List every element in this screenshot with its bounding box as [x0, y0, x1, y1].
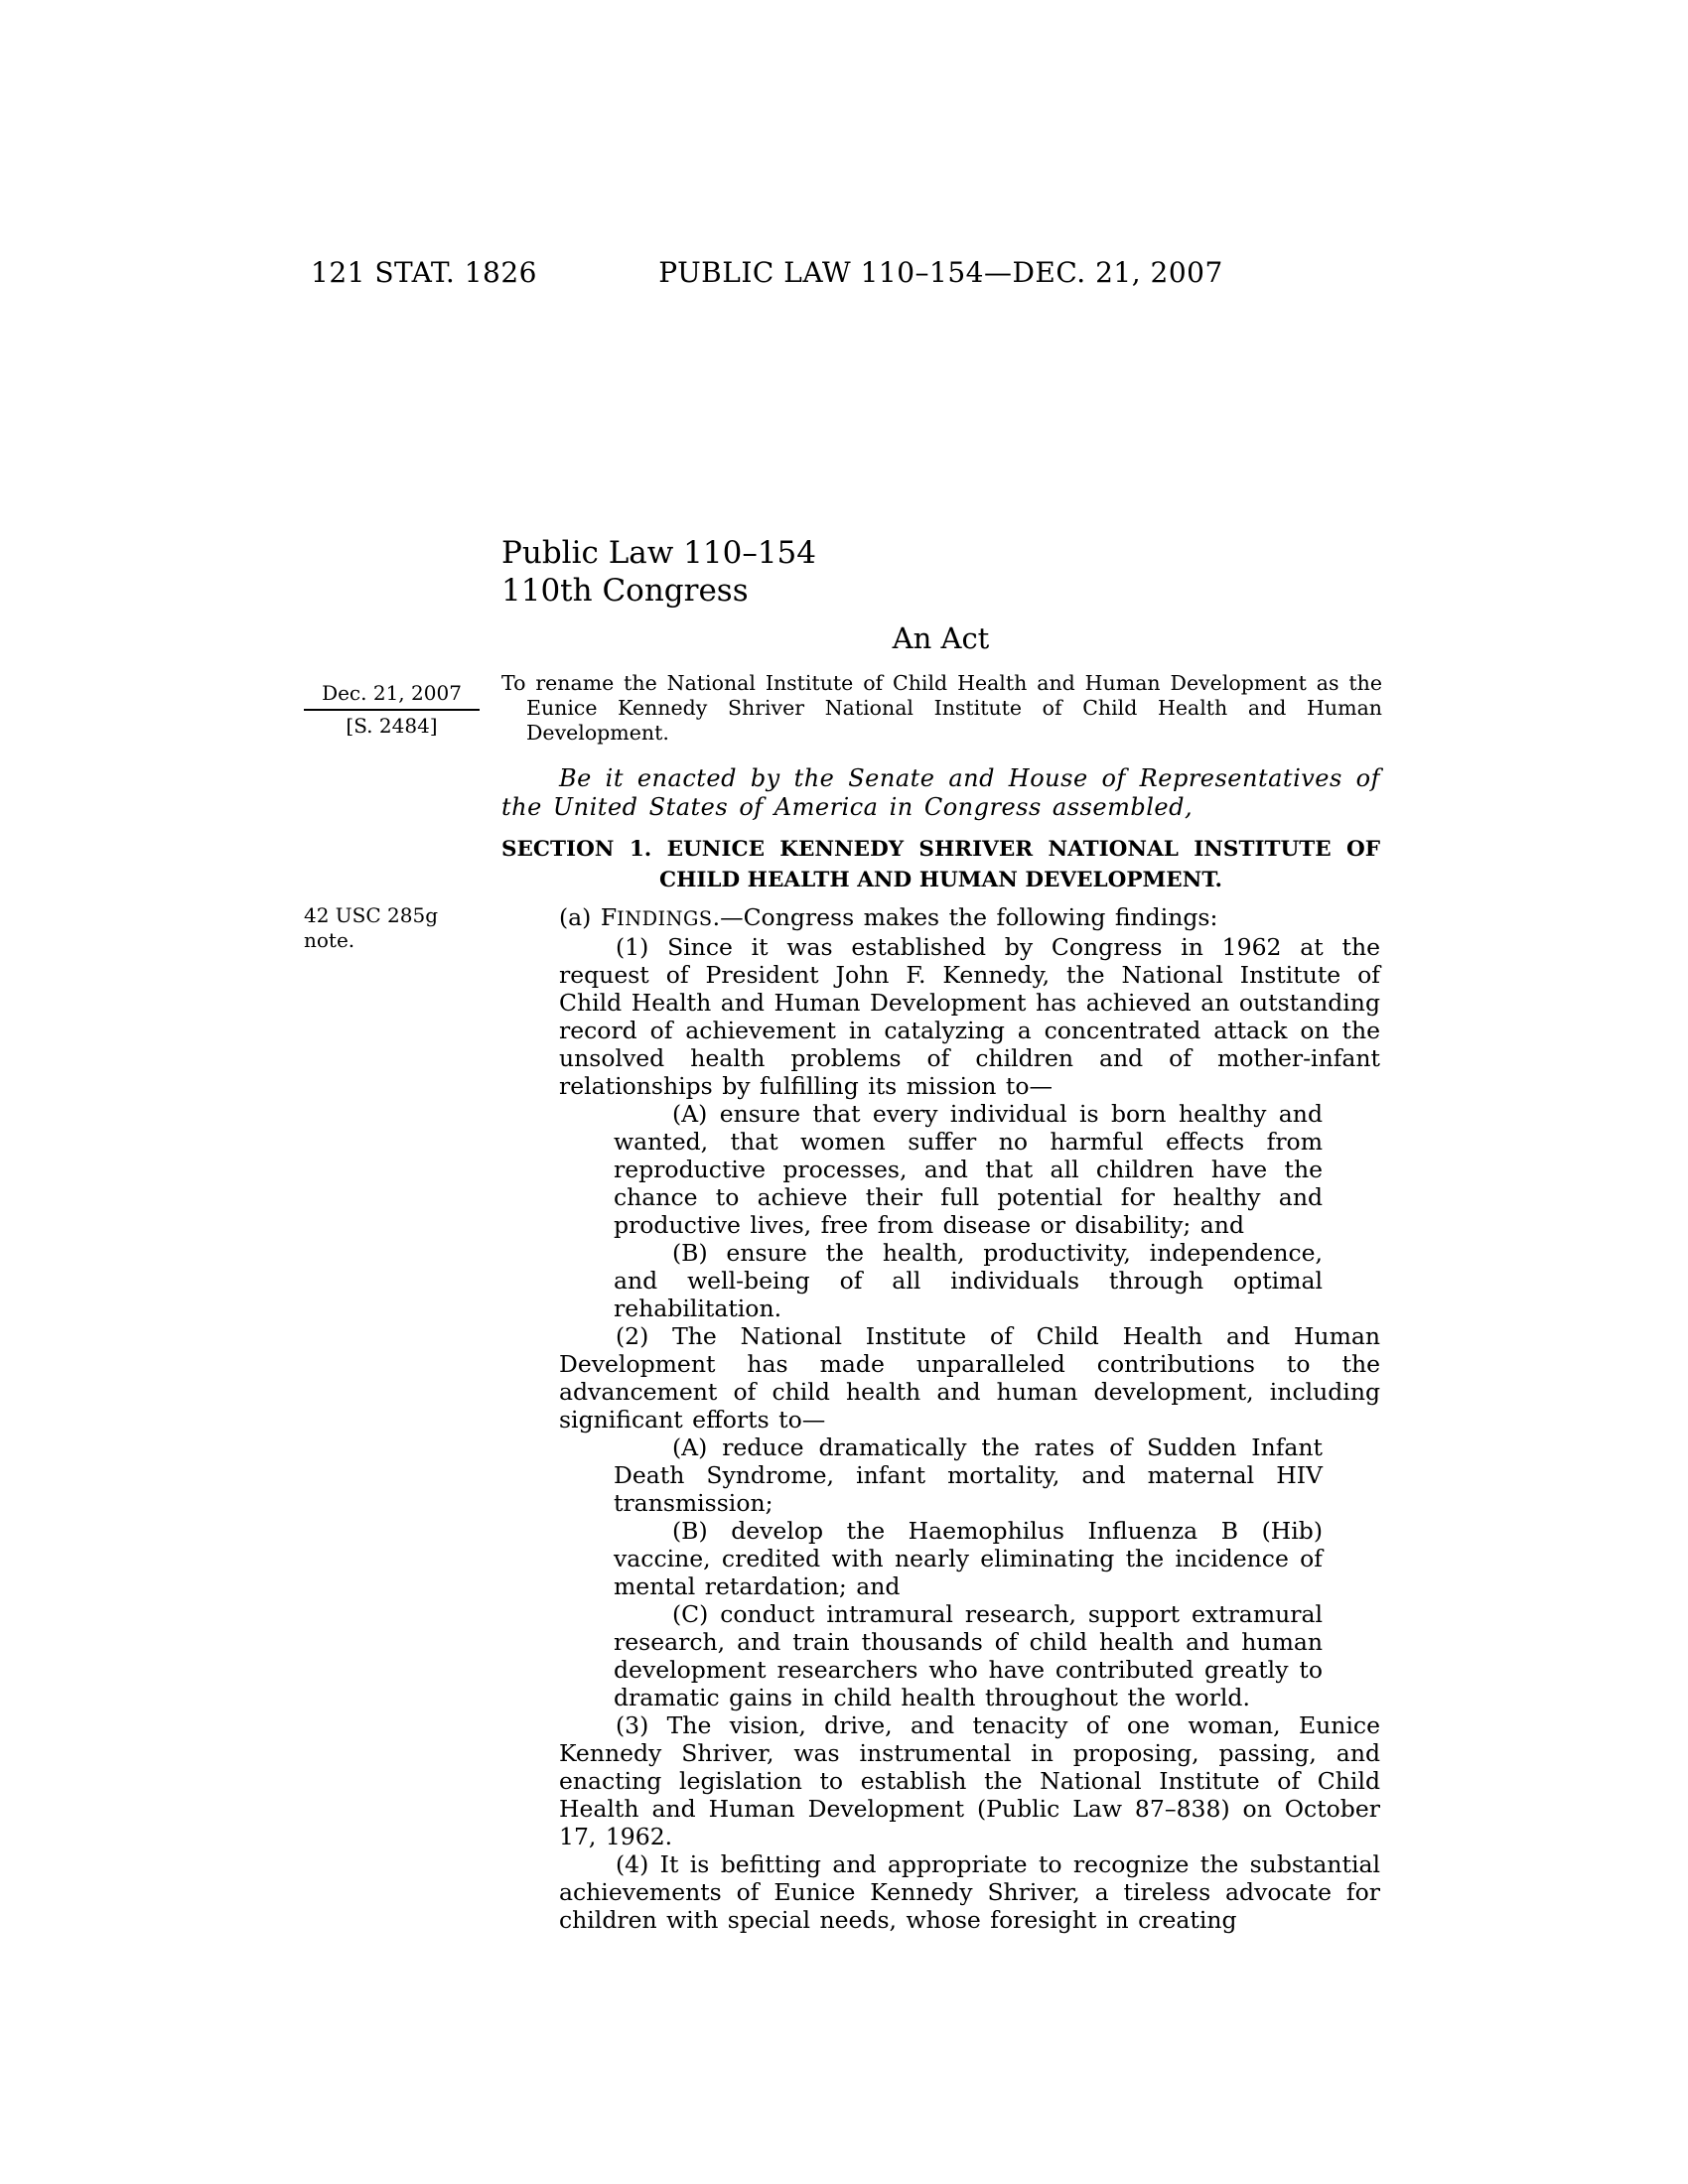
finding-subpara-2C: (C) conduct intramural research, support extramural research, and train thousands of child health and human development researchers who have contributed greatly to dramatic gains in child health throughout the world. [614, 1600, 1323, 1711]
findings-intro-post: .—Congress makes the following findings: [712, 903, 1218, 931]
finding-paragraph-4: (4) It is befitting and appropriate to recognize the substantial achievements of Eunice Kennedy Shriver, a tireless advocate for children with special needs, whose foresight in creating [559, 1850, 1380, 1934]
congress-number: 110th Congress [501, 573, 749, 609]
enacting-clause: Be it enacted by the Senate and House of Representatives of the United States of America in Congress assembled, [501, 764, 1380, 821]
an-act-heading: An Act [892, 621, 990, 655]
finding-subpara-1A: (A) ensure that every individual is born healthy and wanted, that women suffer no harmful effects from reproductive processes, and that all children have the chance to achieve their full potential for healthy and productive lives, free from disease or disability; and [614, 1100, 1323, 1239]
findings-intro [559, 903, 1380, 933]
usc-citation-line2: note. [304, 928, 355, 952]
section-heading-line2: CHILD HEALTH AND HUMAN DEVELOPMENT. [658, 868, 1223, 892]
finding-subpara-2B: (B) develop the Haemophilus Influenza B (Hib) vaccine, credited with nearly eliminating the incidence of mental retardation; and [614, 1517, 1323, 1600]
finding-paragraph-3: (3) The vision, drive, and tenacity of one woman, Eunice Kennedy Shriver, was instrumental in proposing, passing, and enacting legislation to establish the National Institute of Child Health and Human Development (Public Law 87–838) on October 17, 1962. [559, 1711, 1380, 1850]
finding-paragraph-2: (2) The National Institute of Child Health and Human Development has made unparalleled contributions to the advancement of child health and human development, including significant efforts to— [559, 1322, 1380, 1433]
running-head [0, 256, 1688, 290]
usc-citation-line1: 42 USC 285g [304, 903, 438, 927]
margin-note-bill-number: [S. 2484] [346, 714, 438, 738]
findings-intro-smallcaps: INDINGS [617, 907, 713, 930]
stat-page-number: 121 STAT. 1826 [311, 256, 537, 289]
margin-note-date: Dec. 21, 2007 [304, 682, 480, 711]
public-law-running-title: PUBLIC LAW 110–154—DEC. 21, 2007 [658, 256, 1223, 289]
finding-subpara-2A: (A) reduce dramatically the rates of Sudden Infant Death Syndrome, infant mortality, and maternal HIV transmission; [614, 1433, 1323, 1517]
finding-subpara-1B: (B) ensure the health, productivity, independence, and well-being of all individuals through optimal rehabilitation. [614, 1239, 1323, 1322]
act-headnote: To rename the National Institute of Child Health and Human Development as the Eunice Kennedy Shriver National Institute of Child Health and Human Development. [501, 671, 1382, 745]
public-law-number: Public Law 110–154 [501, 535, 817, 571]
section-heading-line1: SECTION 1. EUNICE KENNEDY SHRIVER NATIONAL INSTITUTE OF [501, 837, 1380, 862]
findings-body [501, 903, 1380, 1934]
margin-note-usc [304, 903, 480, 953]
law-title-block [501, 534, 1380, 610]
section-1-heading [501, 834, 1380, 895]
findings-intro-pre: (a) F [559, 903, 618, 931]
finding-paragraph-1: (1) Since it was established by Congress in 1962 at the request of President John F. Kennedy, the National Institute of Child Health and Human Development has achieved an outstanding record of achievement in catalyzing a concentrated attack on the unsolved health problems of children and of mother-infant relationships by fulfilling its mission to— [559, 933, 1380, 1100]
margin-note-date-block [304, 682, 480, 738]
